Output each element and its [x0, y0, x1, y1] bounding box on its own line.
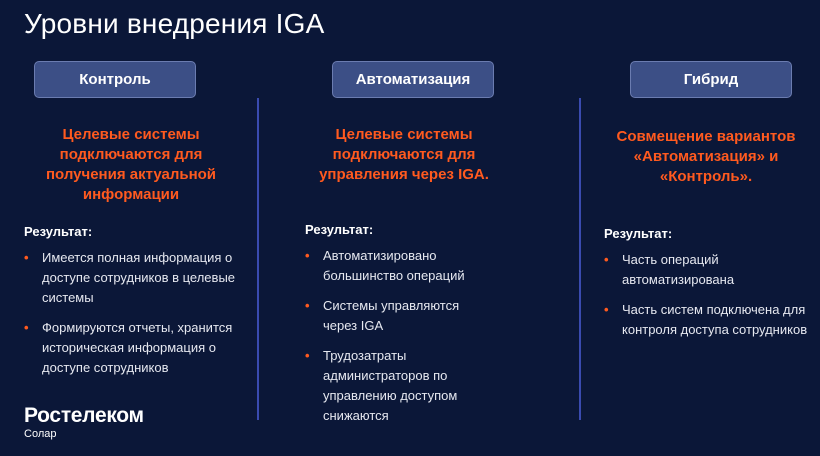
list-item — [604, 300, 810, 340]
column-divider-1 — [257, 98, 259, 420]
headline-automation: Целевые системы подключаются для управления через IGA. — [319, 126, 489, 183]
bullet-dot-icon: • — [305, 348, 310, 363]
bullet-dot-icon: • — [305, 298, 310, 313]
result-list-automation — [305, 246, 495, 436]
result-label-control: Результат: — [24, 224, 93, 239]
result-label-automation: Результат: — [305, 222, 374, 237]
bullet-dot-icon: • — [604, 252, 609, 267]
level-pill-automation: Автоматизация — [332, 61, 494, 98]
slide-title: Уровни внедрения IGA — [24, 8, 325, 39]
list-item — [305, 246, 495, 286]
logo-name: Ростелеком — [24, 404, 144, 427]
column-divider-2 — [579, 98, 581, 420]
bullet-text: Часть операций автоматизирована — [622, 252, 735, 287]
list-item — [24, 248, 246, 308]
level-pill-control: Контроль — [34, 61, 196, 98]
bullet-dot-icon: • — [24, 250, 29, 265]
list-item — [604, 250, 810, 290]
list-item — [305, 346, 495, 426]
result-list-hybrid — [604, 250, 810, 350]
level-pill-hybrid: Гибрид — [630, 61, 792, 98]
bullet-text: Имеется полная информация о доступе сотрудников в целевые системы — [42, 250, 236, 305]
bullet-text: Часть систем подключена для контроля доступа сотрудников — [622, 302, 808, 337]
list-item — [305, 296, 495, 336]
bullet-text: Системы управляются через IGA — [323, 298, 460, 333]
logo-sub: Солар — [24, 428, 57, 440]
bullet-text: Трудозатраты администраторов по управлению доступом снижаются — [323, 348, 458, 423]
bullet-text: Автоматизировано большинство операций — [323, 248, 465, 283]
bullet-dot-icon: • — [604, 302, 609, 317]
list-item — [24, 318, 246, 378]
result-list-control — [24, 248, 246, 388]
bullet-dot-icon: • — [24, 320, 29, 335]
bullet-dot-icon: • — [305, 248, 310, 263]
headline-control: Целевые системы подключаются для получения актуальной информации — [45, 126, 217, 203]
headline-hybrid: Совмещение вариантов «Автоматизация» и «Контроль». — [616, 128, 796, 185]
bullet-text: Формируются отчеты, хранится историческая информация о доступе сотрудников — [42, 320, 233, 375]
company-logo — [24, 404, 144, 441]
result-label-hybrid: Результат: — [604, 226, 673, 241]
